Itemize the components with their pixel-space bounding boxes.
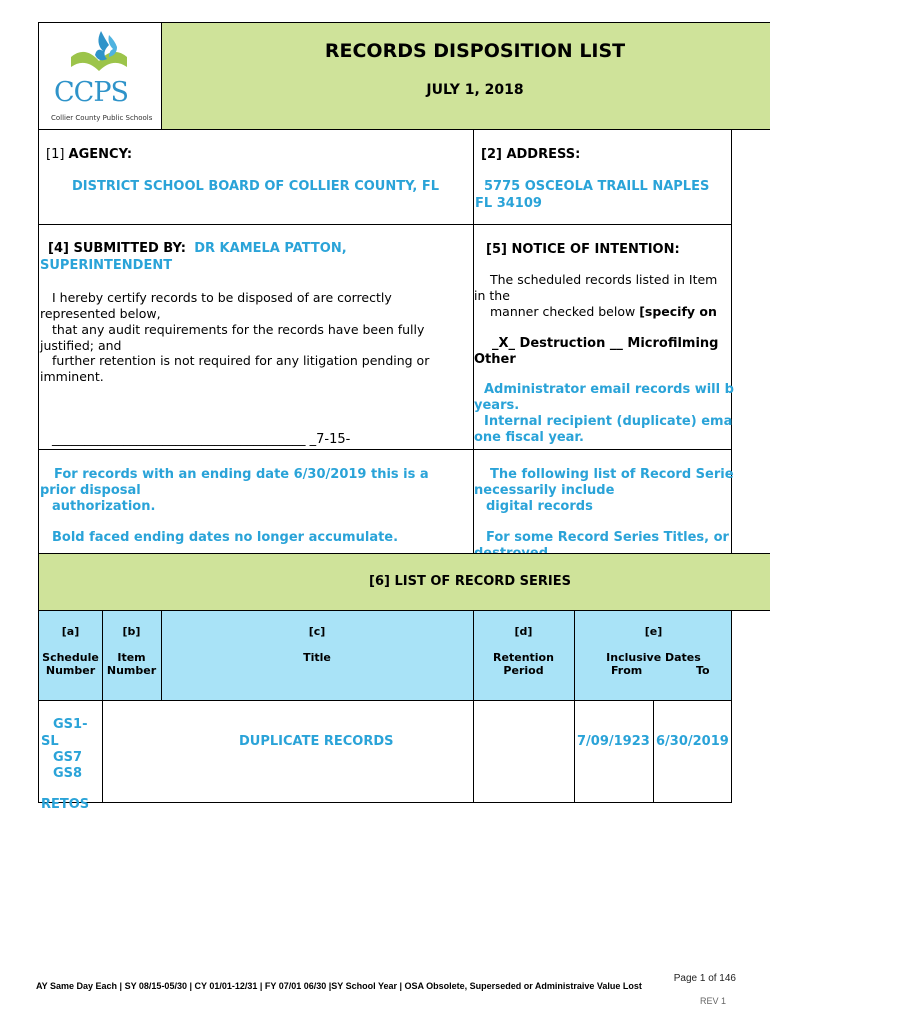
agency-value: DISTRICT SCHOOL BOARD OF COLLIER COUNTY, FL bbox=[72, 179, 439, 194]
note-left: prior disposal bbox=[40, 483, 141, 498]
logo-wordmark: CCPS bbox=[54, 77, 128, 108]
col-b-code: [b] bbox=[122, 625, 141, 638]
address-label: [2] ADDRESS: bbox=[481, 147, 581, 162]
note-right: The following list of Record Serie bbox=[490, 467, 734, 482]
cert-line: further retention is not required for any litigation pending or bbox=[52, 353, 430, 368]
document-date: JULY 1, 2018 bbox=[426, 82, 524, 98]
col-e-label: Inclusive Dates bbox=[606, 651, 701, 664]
note-right: digital records bbox=[486, 499, 593, 514]
agency-address-row bbox=[38, 130, 732, 225]
cert-line: represented below, bbox=[40, 306, 161, 321]
notice-blue-text: Internal recipient (duplicate) ema bbox=[484, 414, 733, 429]
notice-text: manner checked below [specify on bbox=[490, 304, 717, 319]
signature-line: _______________________________________ _7-15- bbox=[52, 432, 351, 447]
schedule-number: GS1- bbox=[53, 717, 88, 732]
agency-label: [1] AGENCY: bbox=[46, 147, 133, 162]
notice-panel bbox=[474, 226, 732, 450]
note-right: For some Record Series Titles, or bbox=[486, 530, 729, 545]
col-d-label: Period bbox=[503, 664, 544, 677]
col-a-label: Schedule bbox=[42, 651, 99, 664]
cert-line: justified; and bbox=[40, 338, 122, 353]
notice-label: [5] NOTICE OF INTENTION: bbox=[486, 242, 680, 257]
page-number: Page 1 of 146 bbox=[673, 973, 736, 984]
col-c-label: Title bbox=[303, 651, 331, 664]
schedule-number: SL bbox=[41, 734, 59, 749]
col-b-label: Item bbox=[117, 651, 146, 664]
date-from: 7/09/1923 bbox=[577, 734, 650, 749]
address-line-2: FL 34109 bbox=[475, 196, 542, 211]
notice-blue-text: years. bbox=[474, 398, 520, 413]
revision-label: REV 1 bbox=[700, 996, 727, 1006]
col-e-from: From bbox=[611, 664, 643, 677]
ccps-logo bbox=[38, 22, 162, 130]
schedule-number: GS8 bbox=[53, 766, 83, 781]
cert-line: I hereby certify records to be disposed of are correctly bbox=[52, 290, 392, 305]
col-c-code: [c] bbox=[308, 625, 326, 638]
col-b-label: Number bbox=[106, 664, 157, 677]
note-left: authorization. bbox=[52, 499, 156, 514]
notice-options-other: Other bbox=[474, 352, 516, 367]
address-line-1: 5775 OSCEOLA TRAILL NAPLES bbox=[484, 179, 710, 194]
col-d-code: [d] bbox=[514, 625, 533, 638]
notice-blue-text: one fiscal year. bbox=[474, 430, 584, 445]
logo-subtitle: Collier County Public Schools bbox=[51, 114, 153, 122]
notice-text: The scheduled records listed in Item bbox=[490, 272, 718, 287]
note-left: For records with an ending date 6/30/2019 this is a bbox=[54, 467, 429, 482]
col-d-label: Retention bbox=[493, 651, 554, 664]
col-e-code: [e] bbox=[644, 625, 663, 638]
footer-legend: AY Same Day Each | SY 08/15-05/30 | CY 01/01-12/31 | FY 07/01 06/30 |SY School Year | OSA Obsolete, Superseded or Administraive Value Lost bbox=[36, 981, 642, 991]
notice-blue-text: Administrator email records will b bbox=[484, 382, 734, 397]
note-left: Bold faced ending dates no longer accumulate. bbox=[52, 530, 399, 545]
col-a-code: [a] bbox=[61, 625, 80, 638]
record-title: DUPLICATE RECORDS bbox=[239, 734, 394, 749]
submitted-name-line-2: SUPERINTENDENT bbox=[40, 258, 173, 273]
note-right: necessarily include bbox=[474, 483, 615, 498]
table-row bbox=[38, 701, 732, 812]
schedule-number: GS7 bbox=[53, 750, 83, 765]
document-title: RECORDS DISPOSITION LIST bbox=[324, 40, 626, 62]
col-e-to: To bbox=[696, 664, 710, 677]
cert-line: that any audit requirements for the records have been fully bbox=[52, 322, 425, 337]
list-title: [6] LIST OF RECORD SERIES bbox=[369, 574, 571, 589]
notice-text: in the bbox=[474, 288, 510, 303]
book-flame-icon bbox=[65, 27, 135, 75]
cert-line: imminent. bbox=[40, 369, 104, 384]
date-to: 6/30/2019 bbox=[656, 734, 729, 749]
table-header bbox=[38, 611, 732, 701]
col-a-label: Number bbox=[45, 664, 96, 677]
submitted-by: [4] SUBMITTED BY: DR KAMELA PATTON, bbox=[48, 241, 347, 256]
schedule-number: RETOS bbox=[41, 797, 90, 812]
notice-options: _X_ Destruction __ Microfilming bbox=[492, 336, 719, 351]
header-band bbox=[162, 22, 770, 130]
divider bbox=[473, 130, 474, 225]
notes-right-panel bbox=[474, 451, 732, 553]
